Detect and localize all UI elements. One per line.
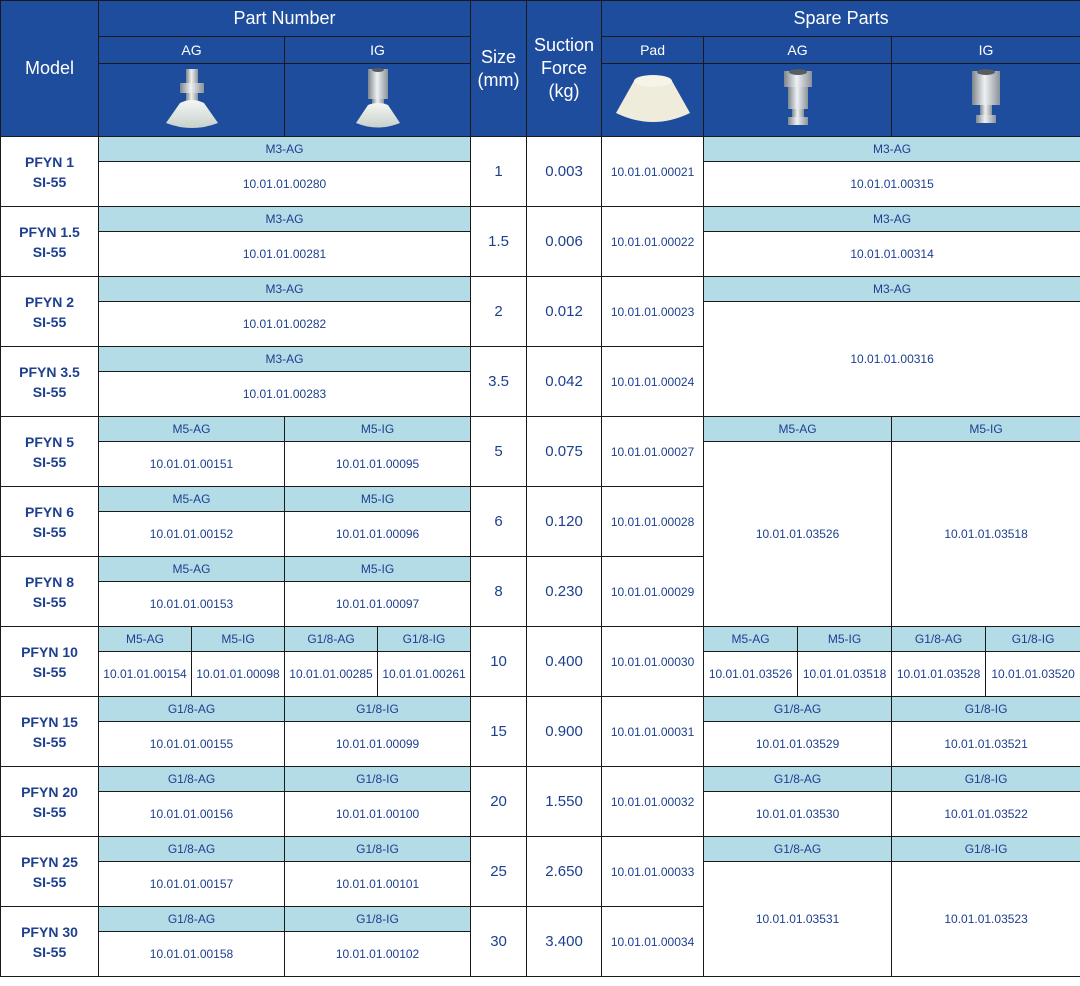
pn-label: M3-AG: [99, 347, 471, 372]
pad-cell: 10.01.01.00034: [602, 907, 704, 977]
pad-cell: 10.01.01.00024: [602, 347, 704, 417]
vacuum-cup-ag-icon: [99, 64, 285, 137]
table-row: [1, 417, 1080, 442]
force-cell: 0.230: [527, 557, 602, 627]
model-series: SI-55: [32, 733, 67, 750]
pn-label: M3-AG: [99, 137, 471, 162]
size-header: [471, 1, 527, 137]
pn-ag-label: M5-AG: [99, 557, 285, 582]
pad-cell: 10.01.01.00027: [602, 417, 704, 487]
sp-label: M5-AG: [704, 627, 798, 652]
pn-ag-label: G1/8-AG: [99, 697, 285, 722]
sp-ig-label: G1/8-IG: [892, 767, 1080, 792]
pn-value: 10.01.01.00281: [99, 232, 471, 277]
pad-cell: 10.01.01.00023: [602, 277, 704, 347]
sp-ag-value: 10.01.01.03526: [704, 442, 892, 627]
pn-ig-label: M5-IG: [285, 487, 471, 512]
model-series: SI-55: [32, 943, 67, 960]
pn-ig-value: 10.01.01.00100: [285, 792, 471, 837]
pn-ag-header: AG: [99, 37, 285, 64]
model-name: PFYN 10: [21, 643, 78, 660]
model-cell: [1, 417, 99, 487]
table-row: [1, 767, 1080, 792]
model-cell: [1, 907, 99, 977]
size-cell: 3.5: [471, 347, 527, 417]
force-cell: 0.075: [527, 417, 602, 487]
sp-ig-value: 10.01.01.03521: [892, 722, 1080, 767]
pn-label: M5-IG: [192, 627, 285, 652]
model-name: PFYN 30: [21, 923, 78, 940]
pn-value: 10.01.01.00098: [192, 652, 285, 697]
size-unit: (mm): [477, 69, 520, 90]
force-label-1: Suction: [534, 35, 595, 55]
size-cell: 30: [471, 907, 527, 977]
pn-label: M3-AG: [99, 207, 471, 232]
pn-ig-label: G1/8-IG: [285, 907, 471, 932]
model-name: PFYN 6: [24, 503, 74, 520]
pn-ig-header: IG: [285, 37, 471, 64]
model-cell: [1, 487, 99, 557]
sp-ig-label: M5-IG: [892, 417, 1080, 442]
model-cell: [1, 627, 99, 697]
pn-ig-value: 10.01.01.00095: [285, 442, 471, 487]
sp-ag-value: 10.01.01.03531: [704, 862, 892, 977]
model-series: SI-55: [32, 873, 67, 890]
pn-ig-label: M5-IG: [285, 417, 471, 442]
pn-ig-value: 10.01.01.00096: [285, 512, 471, 557]
size-cell: 1: [471, 137, 527, 207]
pn-ag-label: M5-AG: [99, 417, 285, 442]
sp-value: 10.01.01.03526: [704, 652, 798, 697]
force-cell: 0.120: [527, 487, 602, 557]
pn-ig-value: 10.01.01.00097: [285, 582, 471, 627]
model-cell: [1, 767, 99, 837]
size-cell: 6: [471, 487, 527, 557]
force-cell: 0.003: [527, 137, 602, 207]
pn-ag-label: M5-AG: [99, 487, 285, 512]
pad-cell: 10.01.01.00021: [602, 137, 704, 207]
model-cell: [1, 697, 99, 767]
model-cell: [1, 277, 99, 347]
model-series: SI-55: [32, 453, 67, 470]
size-cell: 1.5: [471, 207, 527, 277]
model-name: PFYN 1.5: [19, 223, 80, 240]
model-cell: [1, 207, 99, 277]
table-row: [1, 207, 1080, 232]
sp-value: 10.01.01.03518: [798, 652, 892, 697]
size-cell: 20: [471, 767, 527, 837]
fitting-ag-icon: [704, 64, 892, 137]
spare-parts-header: Spare Parts: [602, 1, 1080, 37]
sp-value: 10.01.01.03528: [892, 652, 986, 697]
model-cell: [1, 837, 99, 907]
force-cell: 0.900: [527, 697, 602, 767]
force-cell: 0.400: [527, 627, 602, 697]
sp-ig-label: G1/8-IG: [892, 837, 1080, 862]
table-row: [1, 697, 1080, 722]
sp-ag-label: G1/8-AG: [704, 697, 892, 722]
sp-ig-value: 10.01.01.03522: [892, 792, 1080, 837]
suction-force-header: [527, 1, 602, 137]
pad-cell: 10.01.01.00030: [602, 627, 704, 697]
pad-cell: 10.01.01.00032: [602, 767, 704, 837]
pn-ig-value: 10.01.01.00099: [285, 722, 471, 767]
model-name: PFYN 5: [24, 433, 74, 450]
sp-label: M3-AG: [704, 277, 1080, 302]
size-label: Size: [481, 46, 517, 67]
force-cell: 3.400: [527, 907, 602, 977]
pn-ag-value: 10.01.01.00157: [99, 862, 285, 907]
sp-label: M3-AG: [704, 207, 1080, 232]
model-series: SI-55: [32, 313, 67, 330]
model-series: SI-55: [32, 593, 67, 610]
pad-cell: 10.01.01.00022: [602, 207, 704, 277]
model-series: SI-55: [32, 243, 67, 260]
sp-ig-label: G1/8-IG: [892, 697, 1080, 722]
pn-ig-value: 10.01.01.00101: [285, 862, 471, 907]
sp-label: M3-AG: [704, 137, 1080, 162]
force-cell: 2.650: [527, 837, 602, 907]
pn-value: 10.01.01.00154: [99, 652, 192, 697]
pn-value: 10.01.01.00285: [285, 652, 378, 697]
pn-ig-label: G1/8-IG: [285, 837, 471, 862]
sp-label: G1/8-AG: [892, 627, 986, 652]
pn-ag-label: G1/8-AG: [99, 837, 285, 862]
sp-ig-value: 10.01.01.03523: [892, 862, 1080, 977]
pn-value: 10.01.01.00261: [378, 652, 471, 697]
model-name: PFYN 2: [24, 293, 74, 310]
force-label-2: Force: [541, 58, 588, 78]
pn-label: M5-AG: [99, 627, 192, 652]
pad-header: Pad: [602, 37, 704, 64]
size-cell: 10: [471, 627, 527, 697]
model-name: PFYN 25: [21, 853, 78, 870]
size-cell: 8: [471, 557, 527, 627]
pn-ag-value: 10.01.01.00152: [99, 512, 285, 557]
model-series: SI-55: [32, 173, 67, 190]
pn-value: 10.01.01.00283: [99, 372, 471, 417]
pn-ig-label: M5-IG: [285, 557, 471, 582]
pn-ag-label: G1/8-AG: [99, 907, 285, 932]
model-name: PFYN 3.5: [19, 363, 80, 380]
force-cell: 0.012: [527, 277, 602, 347]
sp-label: M5-IG: [798, 627, 892, 652]
pn-label: G1/8-AG: [285, 627, 378, 652]
sp-value: 10.01.01.03520: [986, 652, 1080, 697]
sp-value: 10.01.01.00314: [704, 232, 1080, 277]
model-series: SI-55: [32, 383, 67, 400]
model-name: PFYN 1: [24, 153, 74, 170]
model-header: Model: [1, 1, 99, 137]
part-number-header: Part Number: [99, 1, 471, 37]
vacuum-cup-ig-icon: [285, 64, 471, 137]
pad-icon: [602, 64, 704, 137]
sp-ag-value: 10.01.01.03529: [704, 722, 892, 767]
model-cell: [1, 557, 99, 627]
force-cell: 1.550: [527, 767, 602, 837]
sp-ig-value: 10.01.01.03518: [892, 442, 1080, 627]
size-cell: 2: [471, 277, 527, 347]
sp-ag-label: G1/8-AG: [704, 767, 892, 792]
pn-value: 10.01.01.00280: [99, 162, 471, 207]
pn-label: G1/8-IG: [378, 627, 471, 652]
pn-ag-label: G1/8-AG: [99, 767, 285, 792]
size-cell: 5: [471, 417, 527, 487]
size-cell: 15: [471, 697, 527, 767]
pn-value: 10.01.01.00282: [99, 302, 471, 347]
sp-ag-label: G1/8-AG: [704, 837, 892, 862]
model-cell: [1, 347, 99, 417]
model-series: SI-55: [32, 663, 67, 680]
pn-ag-value: 10.01.01.00156: [99, 792, 285, 837]
spare-ag-header: AG: [704, 37, 892, 64]
model-cell: [1, 137, 99, 207]
table-row: [1, 137, 1080, 162]
sp-label: G1/8-IG: [986, 627, 1080, 652]
pn-ag-value: 10.01.01.00155: [99, 722, 285, 767]
model-series: SI-55: [32, 803, 67, 820]
table-row: [1, 837, 1080, 862]
model-name: PFYN 15: [21, 713, 78, 730]
pad-cell: 10.01.01.00031: [602, 697, 704, 767]
table-row: [1, 277, 1080, 302]
spare-ig-header: IG: [892, 37, 1080, 64]
size-cell: 25: [471, 837, 527, 907]
sp-ag-value: 10.01.01.03530: [704, 792, 892, 837]
model-series: SI-55: [32, 523, 67, 540]
sp-value: 10.01.01.00316: [704, 302, 1080, 417]
force-cell: 0.042: [527, 347, 602, 417]
pn-ag-value: 10.01.01.00151: [99, 442, 285, 487]
force-cell: 0.006: [527, 207, 602, 277]
pad-cell: 10.01.01.00028: [602, 487, 704, 557]
sp-value: 10.01.01.00315: [704, 162, 1080, 207]
fitting-ig-icon: [892, 64, 1080, 137]
model-name: PFYN 8: [24, 573, 74, 590]
pn-ig-label: G1/8-IG: [285, 767, 471, 792]
table-row: [1, 627, 1080, 652]
model-name: PFYN 20: [21, 783, 78, 800]
pn-ag-value: 10.01.01.00158: [99, 932, 285, 977]
pn-label: M3-AG: [99, 277, 471, 302]
pn-ig-value: 10.01.01.00102: [285, 932, 471, 977]
pad-cell: 10.01.01.00033: [602, 837, 704, 907]
force-unit: (kg): [548, 81, 580, 101]
pad-cell: 10.01.01.00029: [602, 557, 704, 627]
sp-ag-label: M5-AG: [704, 417, 892, 442]
pn-ig-label: G1/8-IG: [285, 697, 471, 722]
pn-ag-value: 10.01.01.00153: [99, 582, 285, 627]
